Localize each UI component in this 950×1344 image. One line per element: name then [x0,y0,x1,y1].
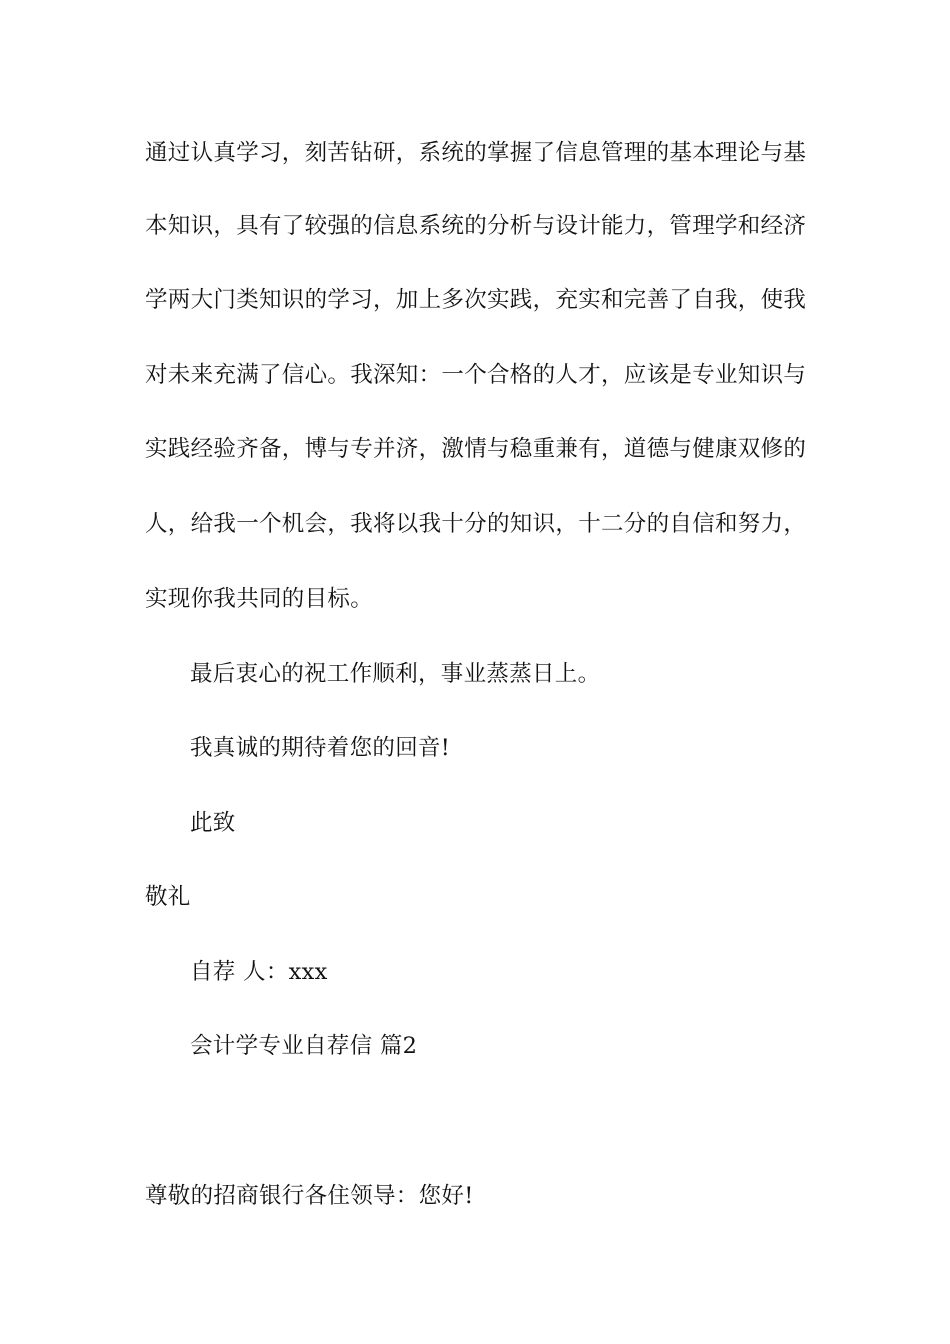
paragraph-line-7: 实现你我共同的目标。 [145,586,374,612]
salutation-ci-zhi: 此致 [190,810,236,836]
closing-wish: 最后衷心的祝工作顺利，事业蒸蒸日上。 [190,661,601,687]
signature: 自荐 人：xxx [190,959,328,985]
awaiting-reply: 我真诚的期待着您的回音! [190,735,451,761]
next-letter-title: 会计学专业自荐信 篇2 [190,1033,418,1059]
paragraph-line-1: 通过认真学习，刻苦钻研，系统的掌握了信息管理的基本理论与基 [145,140,807,166]
salutation-jing-li: 敬礼 [145,884,191,910]
paragraph-line-2: 本知识，具有了较强的信息系统的分析与设计能力，管理学和经济 [145,213,807,239]
paragraph-line-4: 对未来充满了信心。我深知：一个合格的人才，应该是专业知识与 [145,362,807,388]
paragraph-line-6: 人，给我一个机会，我将以我十分的知识，十二分的自信和努力， [145,511,807,537]
paragraph-line-5: 实践经验齐备，博与专并济，激情与稳重兼有，道德与健康双修的 [145,436,807,462]
paragraph-line-3: 学两大门类知识的学习，加上多次实践，充实和完善了自我，使我 [145,287,807,313]
next-letter-greeting: 尊敬的招商银行各住领导：您好! [145,1183,474,1209]
